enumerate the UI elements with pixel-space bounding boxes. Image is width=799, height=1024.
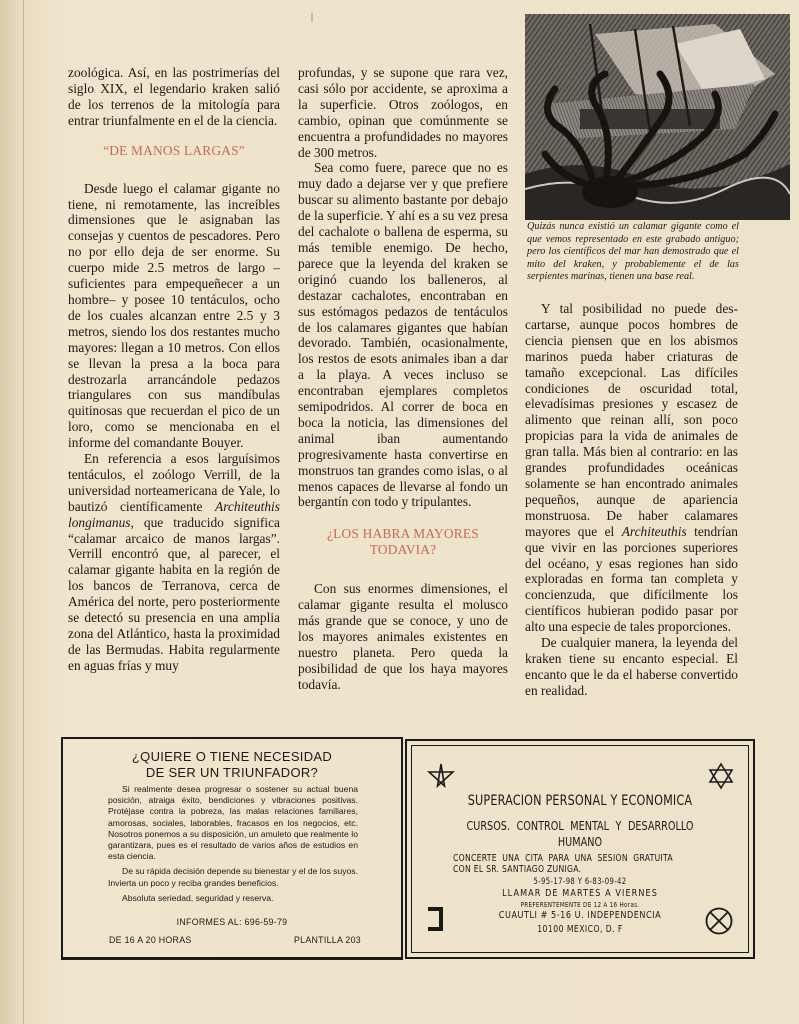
ad-title-line: ¿QUIERE O TIENE NECESIDAD <box>131 749 333 764</box>
star-of-david-icon <box>708 762 734 790</box>
paragraph: Desde luego el calamar gigante no tiene, ni remotamente, las increíbles dimensiones que le asignaban las consejas y cuentos de pescadores. Pero no por ello deja de ser enorme. Su cuerpo mide 2.5 metros de largo –suficientes para empequeñecer a un hombre– y posee 10 tentáculos, ocho de los cuales alcanzan entre 2.5 y 3 metros, siendo los dos restantes mucho mayores: llegan a 10 metros. Con ellos se llevan la presa a la boca para destrozarla arrancándole pedazos triangulares con sus mandíbulas quitinosas que recuerdan el pico de un loro, como se mencionaba en el informe del comandante Bouyer. <box>68 180 280 451</box>
scientific-name: Architeuthis <box>621 523 687 539</box>
ad-title: SUPERACION PERSONAL Y ECONOMICA <box>467 793 693 809</box>
ad-courses: HUMANO <box>557 834 603 849</box>
ad-call-hours: PREFERENTEMENTE DE 12 A 16 Horas. <box>520 901 640 909</box>
scientific-name: Architeuthis longimanus <box>68 498 280 530</box>
ad-paragraph: Si realmente desea progresar o sostener su actual buena posición, atraiga éxito, bendiciones y vibraciones positivas. Protéjase contra la pobreza, las malas relaciones familiares, amorosas, sociales, laborables, fracasos en los negocios, etc. Nosotros ponemos a su disposición, un amuleto que realmente lo garantizara, pues es el resultado de varios años de estudios en esta ciencia. <box>108 784 358 862</box>
paragraph-text: tendrían que vivir en las porciones superiores del océano, y esas regiones han sido exploradas en forma tan completa y concienzuda, que difícilmente los científicos hubieran podido pasar por alto una especie de tales proporciones. <box>525 523 738 635</box>
kraken-illustration <box>525 14 790 220</box>
paragraph: Con sus enormes dimensiones, el calamar gigante resulta el molusco más grande que se conoce, y uno de los mayores animales existentes en nuestro planeta. Pero queda la posibilidad de que los haya mayores todavía. <box>298 581 508 692</box>
kraken-engraving-image <box>525 14 790 220</box>
ad-appointment: CONCERTE UNA CITA PARA UNA SESION GRATUITA <box>453 853 673 864</box>
ad-hours: DE 16 A 20 HORAS <box>109 935 192 945</box>
ad-phones: 5-95-17-98 Y 6-83-09-42 <box>533 877 627 887</box>
section-heading-manos-largas: “DE MANOS LARGAS” <box>103 142 245 158</box>
paragraph: De cualquier manera, la leyenda del kraken tiene su encanto especial. El encanto que le da el haberse convertido en realidad. <box>525 635 738 698</box>
ad-phone-info: INFORMES AL: 696-59-79 <box>176 917 288 927</box>
paragraph: profundas, y se supone que rara vez, casi sólo por accidente, se aproxima a la superficie. Otros zoólogos, en cambio, opinan que comúnmente se encuentra a profundidades no mayores de 300 metros. <box>298 65 508 160</box>
paragraph-text: En referencia a esos larguísimos tentáculos, el zoólogo Verrill, de la universidad norteamericana de Yale, lo bautizó científicamente <box>68 451 280 514</box>
ad-call-days: LLAMAR DE MARTES A VIERNES <box>502 888 658 899</box>
article-column-1 <box>68 65 280 674</box>
ad-body <box>108 784 358 904</box>
ad-city: 10100 MEXICO, D. F <box>537 924 623 935</box>
pentagram-icon <box>427 762 455 790</box>
ad-plantilla: PLANTILLA 203 <box>294 935 361 945</box>
paragraph <box>525 301 738 635</box>
ad-inner-border <box>411 745 749 953</box>
paragraph: zoológica. Así, en las postrimerías del siglo XIX, el legendario kraken salió de los terrenos de la mitología para entrar triunfalmente en el de la ciencia. <box>68 65 280 128</box>
ad-paragraph: De su rápida decisión depende su bienestar y el de los suyos. Invierta un poco y reciba grandes beneficios. <box>108 866 358 888</box>
paragraph-text: Y tal posibilidad no puede descartarse, aunque pocos hombres de ciencia piensen que en los abismos marinos pueda haber criaturas de tamaño excepcional. Las difíciles condiciones de oscuridad total, elevadísimas presiones y escasez de alimento que reinan allí, son poco propicias para la vida de animales de gran talla. Más bien al contrario: en las grandes profundidades oceánicas solamente se han encontrado animales pequeños, aunque de apariencia monstruosa. De haber calamares mayores que el <box>525 301 738 539</box>
top-mark: | <box>311 12 314 23</box>
section-heading-mayores <box>298 526 508 558</box>
image-caption: Quizás nunca existió un calamar gigante como el que vemos representado en este grabado antiguo; pero los científicos del mar han demostrado que el mito del kraken, y probablemente el de las serpientes marinas, tienen una base real. <box>527 221 739 283</box>
paragraph-text: , que traducido significa “calamar arcaico de manos largas”. Verrill encontró que, al parecer, el calamar gigante habita en la región de los bancos de Terranova, cerca de América del norte, pero posteriormente se detectó su presencia en una amplia zona del Atlántico, hasta la proximidad de las Bermudas. Habita regularmente en aguas frías y muy <box>68 514 280 673</box>
ad-courses: CURSOS. CONTROL MENTAL Y DESARROLLO <box>466 818 694 833</box>
article-column-3 <box>525 301 738 699</box>
heading-line: ¿LOS HABRA MAYORES <box>327 526 479 542</box>
article-column-2 <box>298 65 508 693</box>
heading-line: TODAVIA? <box>369 542 437 558</box>
ad-appointment: CON EL SR. SANTIAGO ZUÑIGA. <box>453 864 582 875</box>
page-fold-line <box>23 0 24 1024</box>
paragraph <box>68 451 280 674</box>
ad-title-line: DE SER UN TRIUNFADOR? <box>145 765 319 780</box>
advertisement-superacion <box>405 739 755 959</box>
ad-address: CUAUTLI # 5-16 U. INDEPENDENCIA <box>498 910 662 921</box>
advertisement-triunfador <box>61 737 403 960</box>
ad-title <box>63 749 401 781</box>
ad-paragraph: Absoluta seriedad, seguridad y reserva. <box>122 892 274 903</box>
paragraph: Sea como fuere, parece que no es muy dado a dejarse ver y que prefiere buscar su alimento bastante por debajo de la superficie. Y ahí es a su vez presa del cachalote o ballena de esperma, su más temible enemigo. De hecho, parece que la leyenda del kraken se originó cuando los balleneros, al destazar cachalotes, encontraban en sus estómagos pedazos de tentáculos de los calamares gigantes que habían devorado. También, ocasionalmente, los restos de esots animales iban a dar a la playa. A veces incluso se encontraban ejemplares completos semipodridos. Al correr de boca en boca la noticia, las dimensiones del animal iban aumentando progresivamente hasta convertirse en monstruos tan grandes como islas, o al menos capaces de llevarse al fondo un bergantín con todo y tripulantes. <box>298 160 508 510</box>
